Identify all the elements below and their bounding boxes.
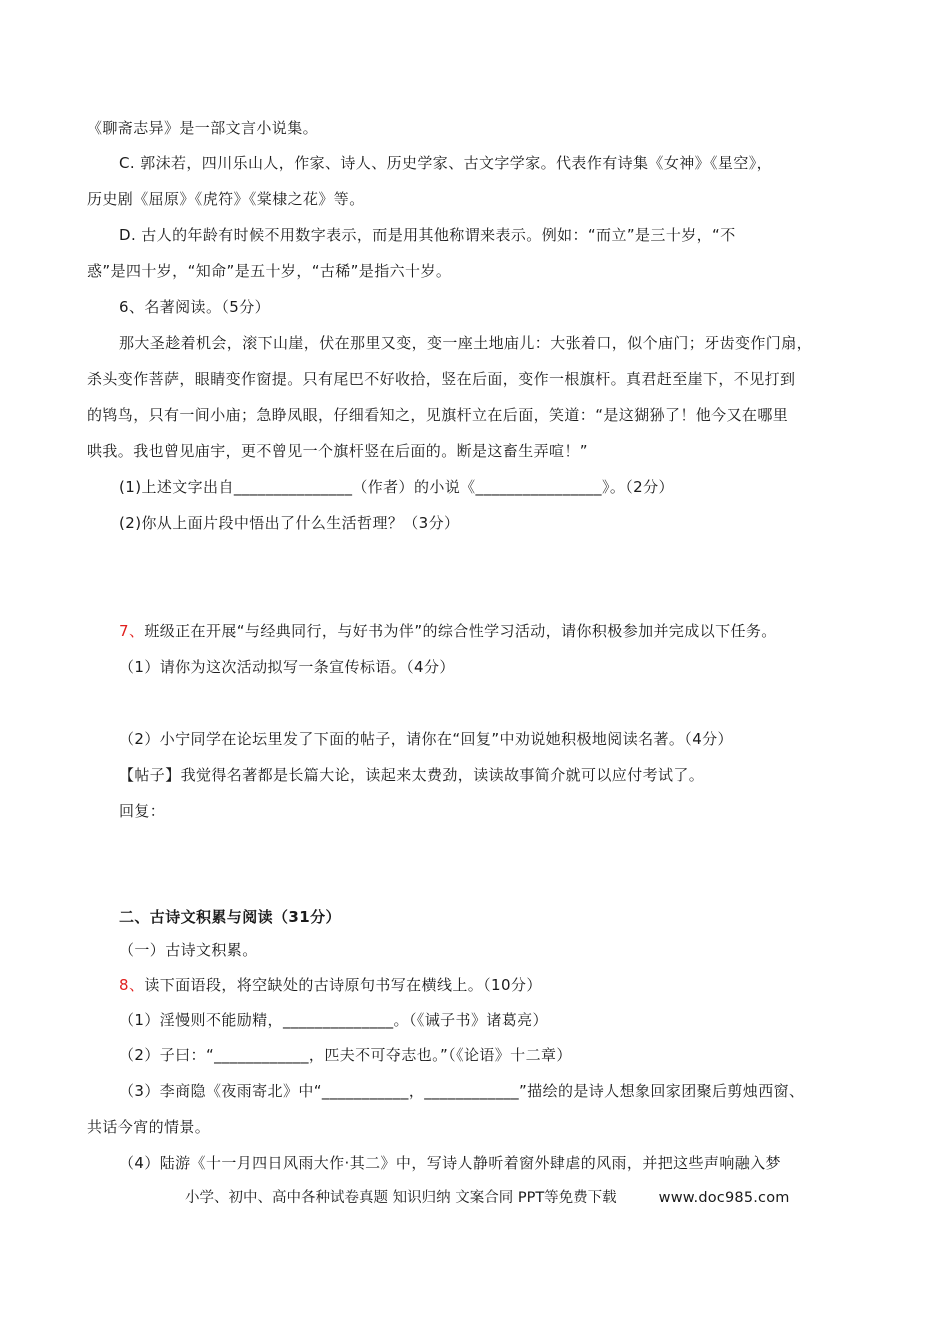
reply-label: 回复： xyxy=(119,802,166,820)
question-7-1: （1）请你为这次活动拟写一条宣传标语。（4分） xyxy=(119,658,455,676)
footer-text: 小学、初中、高中各种试卷真题 知识归纳 文案合同 PPT等免费下载 xyxy=(185,1190,617,1206)
passage-line: 的鸨鸟，只有一间小庙；急睁凤眼，仔细看知之，见旗杆立在后面，笑道：“是这猢狲了！他今又在哪里 xyxy=(87,406,789,424)
forum-post: 【帖子】我觉得名著都是长篇大论，读起来太费劲，读读故事简介就可以应付考试了。 xyxy=(119,766,705,784)
question-number: 8、 xyxy=(119,976,145,994)
footer-url[interactable]: www.doc985.com xyxy=(658,1190,790,1206)
question-6-2: (2)你从上面片段中悟出了什么生活哲理？（3分） xyxy=(119,514,460,532)
text-line: 历史剧《屈原》《虎符》《棠棣之花》等。 xyxy=(87,190,365,208)
question-text: 班级正在开展“与经典同行，与好书为伴”的综合性学习活动，请你积极参加并完成以下任务。 xyxy=(144,622,777,640)
question-number: 7、 xyxy=(119,622,145,640)
question-8-2: （2）子曰：“____________，匹夫不可夺志也。”（《论语》十二章） xyxy=(119,1046,572,1064)
question-8-3: （3）李商隐《夜雨寄北》中“___________，____________”描绘的是诗人想象回家团聚后剪烛西窗、 xyxy=(119,1082,805,1100)
passage-line: 那大圣趁着机会，滚下山崖，伏在那里又变，变一座土地庙儿：大张着口，似个庙门；牙齿变作门扇， xyxy=(119,334,813,352)
question-8-1: （1）淫慢则不能励精，______________。（《诫子书》诸葛亮） xyxy=(119,1011,548,1029)
question-8-4: （4）陆游《十一月四日风雨大作·其二》中，写诗人静听着窗外肆虐的风雨，并把这些声响融入梦 xyxy=(119,1154,781,1172)
text-line: 惑”是四十岁，“知命”是五十岁，“古稀”是指六十岁。 xyxy=(87,262,452,280)
question-6-1: (1)上述文字出自_______________（作者）的小说《________________》。（2分） xyxy=(119,478,674,496)
passage-line: 哄我。我也曾见庙宇，更不曾见一个旗杆竖在后面的。断是这畜生弄喧！” xyxy=(87,442,588,460)
passage-line: 杀头变作菩萨，眼睛变作窗提。只有尾巴不好收拾，竖在后面，变作一根旗杆。真君赶至崖下，不见打到 xyxy=(87,370,796,388)
question-7-heading xyxy=(119,621,777,641)
section-2-heading: 二、古诗文积累与阅读（31分） xyxy=(119,908,341,926)
page-footer xyxy=(185,1188,790,1208)
question-7-2: （2）小宁同学在论坛里发了下面的帖子，请你在“回复”中劝说她积极地阅读名著。（4分） xyxy=(119,730,733,748)
option-d: D. 古人的年龄有时候不用数字表示，而是用其他称谓来表示。例如：“而立”是三十岁，“不 xyxy=(119,226,736,244)
text-line: 《聊斋志异》是一部文言小说集。 xyxy=(87,119,319,137)
subsection-heading: （一）古诗文积累。 xyxy=(119,941,258,959)
question-8-heading xyxy=(119,975,542,995)
option-c: C. 郭沫若，四川乐山人，作家、诗人、历史学家、古文字学家。代表作有诗集《女神》《星空》， xyxy=(119,154,773,172)
text-line: 共话今宵的情景。 xyxy=(87,1118,211,1136)
question-6-heading: 6、名著阅读。（5分） xyxy=(119,298,270,316)
question-text: 读下面语段，将空缺处的古诗原句书写在横线上。（10分） xyxy=(144,976,542,994)
